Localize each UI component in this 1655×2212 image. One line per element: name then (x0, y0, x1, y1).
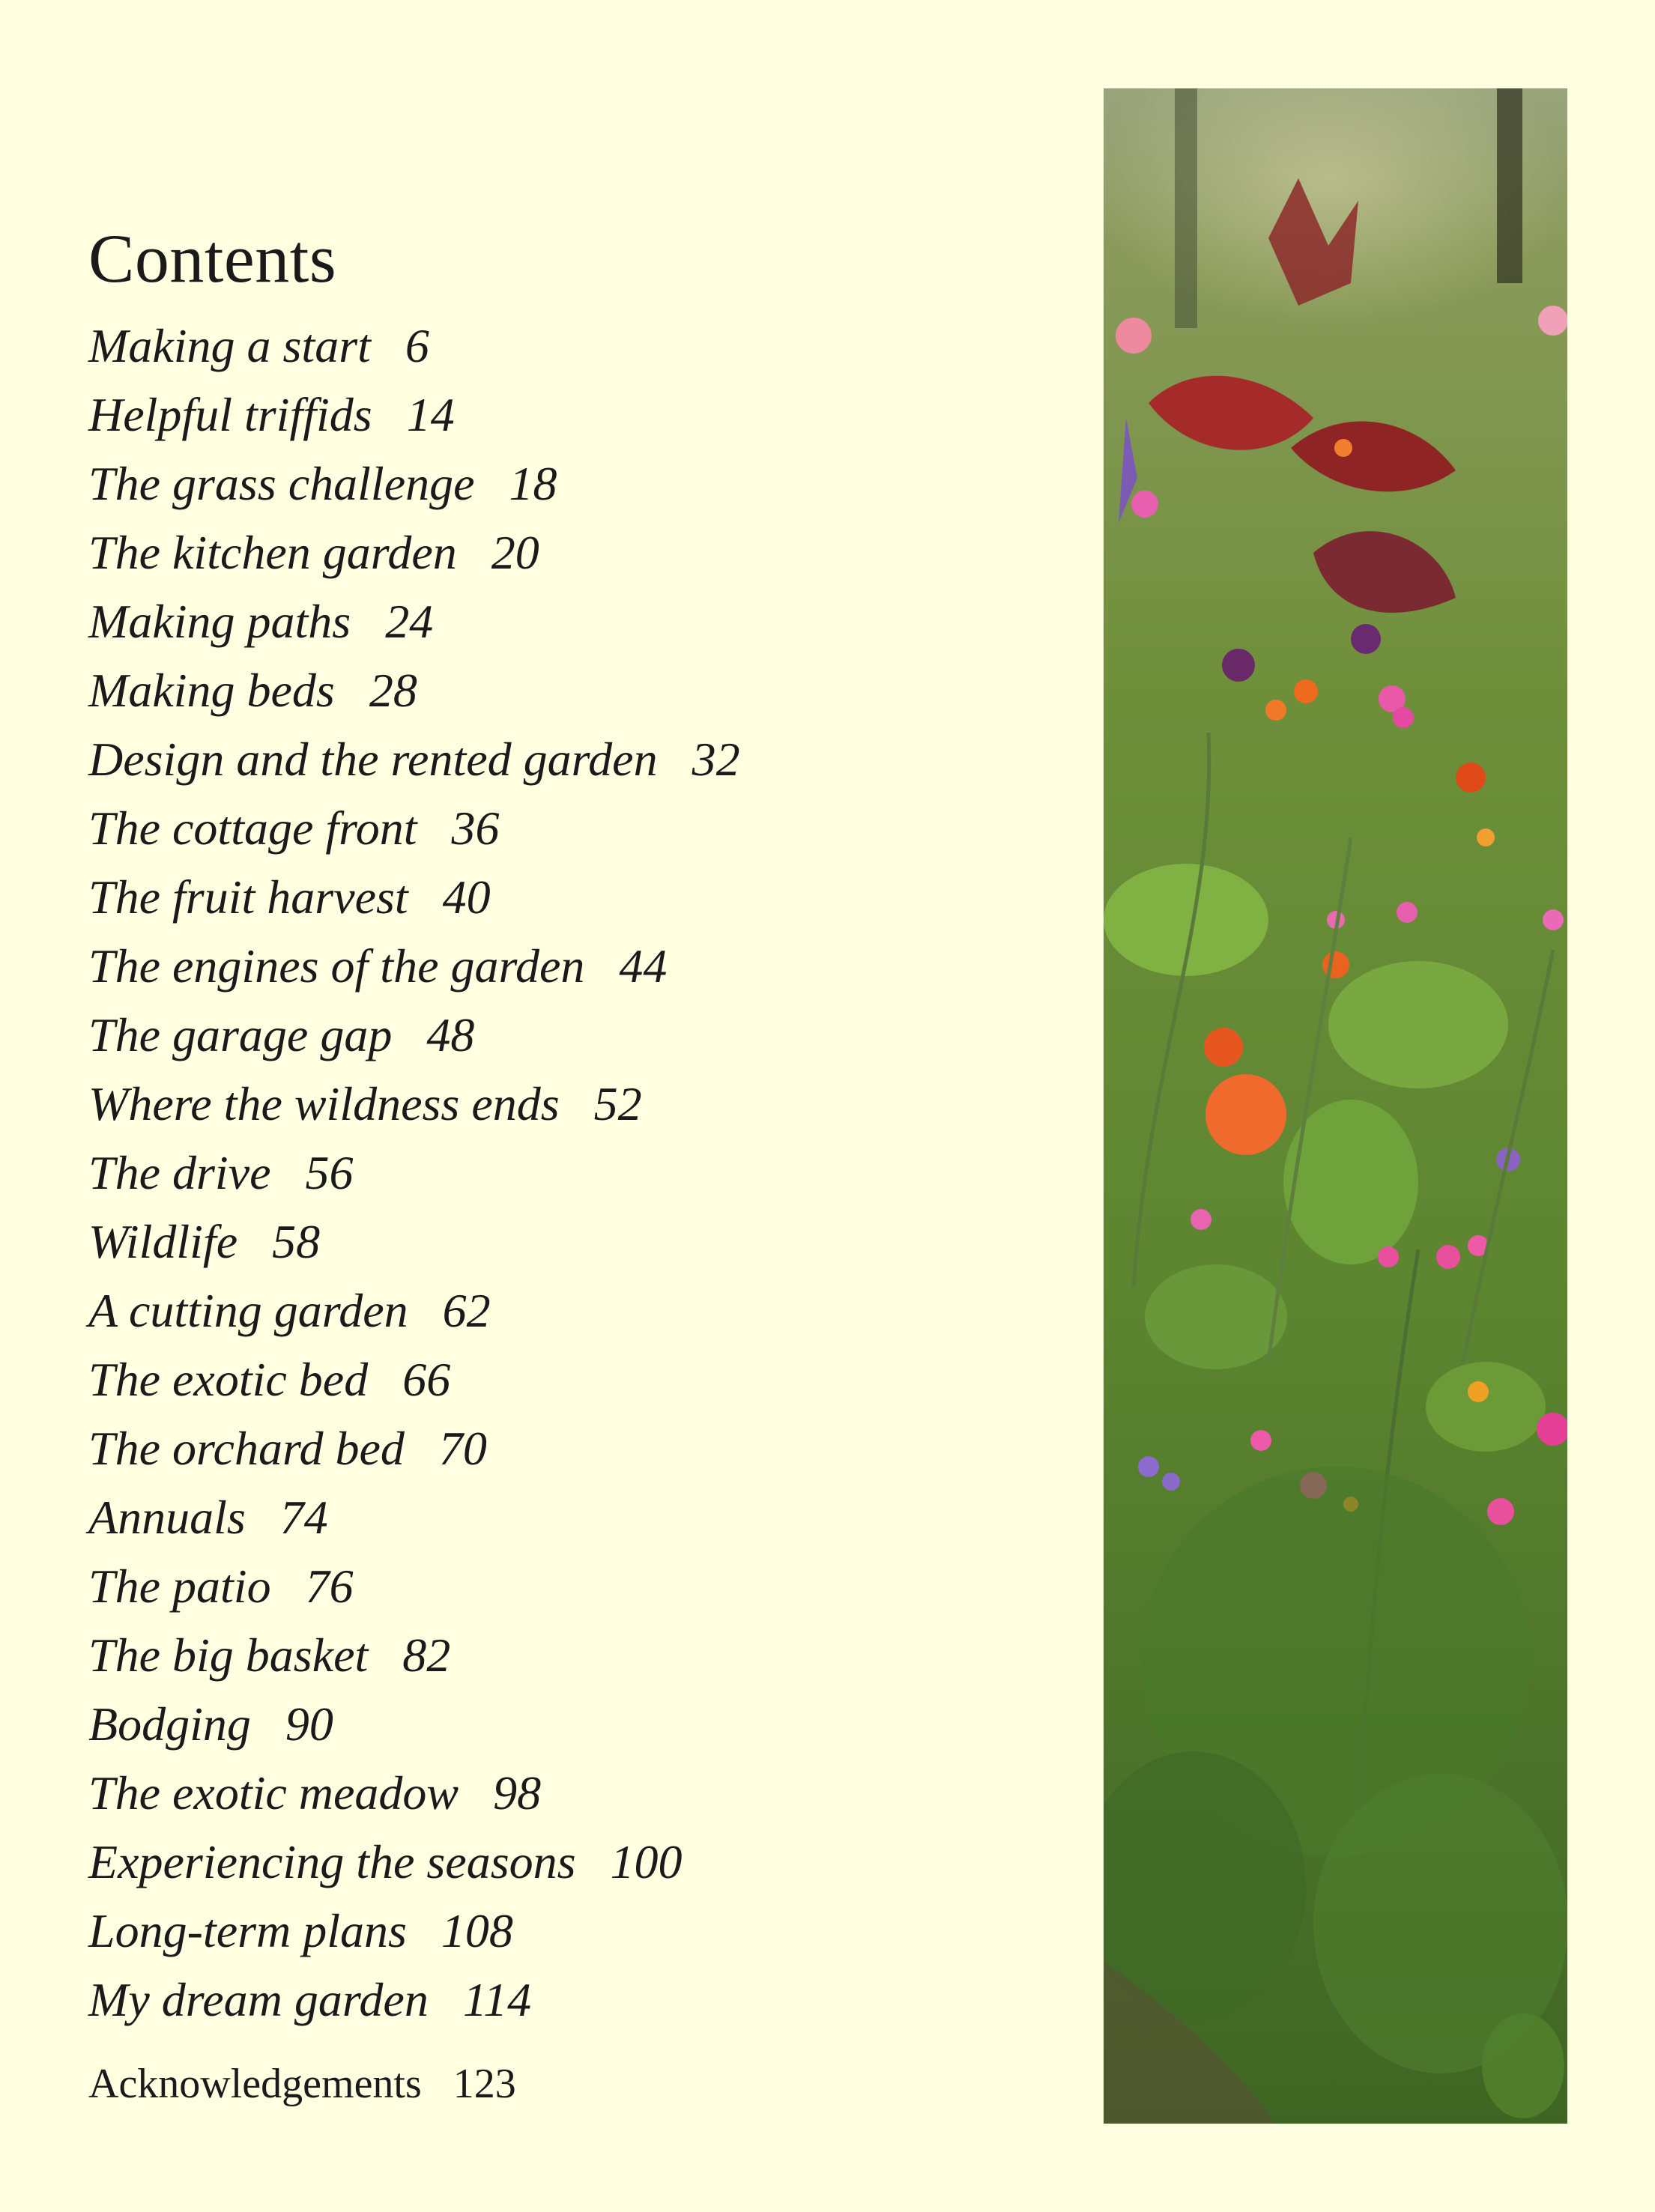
toc-entry (88, 381, 1062, 449)
toc-entry-page: 40 (442, 870, 491, 924)
toc-entry (88, 932, 1062, 1001)
toc-entry-title: The fruit harvest (88, 870, 408, 924)
contents-heading: Contents (88, 220, 337, 297)
toc-entry-title: Where the wildness ends (88, 1077, 560, 1130)
acknowledgements-page: 123 (453, 2061, 516, 2107)
toc-entry-title: The cottage front (88, 802, 417, 855)
toc-entry-title: Bodging (88, 1697, 251, 1751)
toc-entry-page: 28 (369, 664, 417, 717)
toc-entry-title: The exotic bed (88, 1353, 369, 1406)
toc-entry-title: The orchard bed (88, 1422, 405, 1475)
toc-entry (88, 1001, 1062, 1070)
toc-entry (88, 1966, 1062, 2034)
toc-entry-title: Wildlife (88, 1215, 238, 1268)
toc-entry-title: Making paths (88, 595, 351, 648)
toc-entry-page: 18 (509, 457, 557, 510)
toc-entry (88, 1828, 1062, 1897)
toc-entry-page: 32 (692, 733, 740, 786)
acknowledgements-title: Acknowledgements (88, 2061, 422, 2107)
toc-entry-page: 6 (405, 319, 429, 372)
toc-entry-title: The engines of the garden (88, 939, 585, 993)
toc-entry-title: Making beds (88, 664, 335, 717)
toc-entry (88, 1414, 1062, 1483)
garden-photo (1104, 88, 1567, 2124)
toc-entry-page: 66 (402, 1353, 451, 1406)
toc-entry (88, 1139, 1062, 1207)
toc-entry-title: The exotic meadow (88, 1766, 459, 1819)
toc-entry-title: Helpful triffids (88, 388, 372, 441)
toc-entry-page: 74 (279, 1491, 328, 1544)
toc-entry (88, 1070, 1062, 1139)
toc-entry-title: Experiencing the seasons (88, 1835, 576, 1888)
toc-entry (88, 1690, 1062, 1759)
toc-entry-title: My dream garden (88, 1973, 429, 2026)
toc-entry-title: The drive (88, 1146, 271, 1199)
toc-entry (88, 518, 1062, 587)
toc-entry (88, 449, 1062, 518)
toc-entry-title: A cutting garden (88, 1284, 408, 1337)
toc-entry (88, 1207, 1062, 1276)
toc-entry (88, 863, 1062, 932)
toc-entry-page: 70 (438, 1422, 487, 1475)
toc-entry (88, 1552, 1062, 1621)
toc-entry-title: The big basket (88, 1628, 369, 1682)
toc-list (88, 312, 1062, 2034)
toc-entry-title: Design and the rented garden (88, 733, 658, 786)
toc-entry (88, 656, 1062, 725)
toc-entry-page: 100 (610, 1835, 683, 1888)
toc-entry-page: 48 (426, 1008, 475, 1061)
toc-entry-title: The garage gap (88, 1008, 393, 1061)
toc-entry-title: Annuals (88, 1491, 246, 1544)
toc-entry (88, 1276, 1062, 1345)
toc-entry-title: Making a start (88, 319, 371, 372)
toc-entry-title: The kitchen garden (88, 526, 457, 579)
toc-entry (88, 312, 1062, 381)
contents-section (88, 217, 1062, 2114)
toc-entry-page: 20 (491, 526, 539, 579)
toc-entry-title: The grass challenge (88, 457, 475, 510)
toc-entry-title: Long-term plans (88, 1904, 407, 1957)
toc-entry-page: 14 (406, 388, 455, 441)
toc-entry-page: 36 (451, 802, 500, 855)
toc-entry-page: 62 (442, 1284, 491, 1337)
toc-entry-page: 76 (305, 1560, 354, 1613)
toc-entry-page: 114 (462, 1973, 532, 2026)
toc-entry (88, 1345, 1062, 1414)
toc-entry (88, 587, 1062, 656)
toc-entry-page: 44 (619, 939, 668, 993)
toc-entry-page: 90 (285, 1697, 333, 1751)
toc-entry-page: 108 (441, 1904, 513, 1957)
toc-entry (88, 1759, 1062, 1828)
toc-entry-title: The patio (88, 1560, 271, 1613)
toc-entry-page: 98 (493, 1766, 542, 1819)
toc-entry-page: 56 (305, 1146, 354, 1199)
toc-entry (88, 794, 1062, 863)
toc-entry (88, 1621, 1062, 1690)
toc-entry-page: 24 (385, 595, 434, 648)
toc-entry (88, 725, 1062, 794)
flower-border-illustration (1104, 88, 1567, 2124)
toc-entry (88, 1483, 1062, 1552)
acknowledgements-entry (88, 2054, 1062, 2114)
toc-entry-page: 58 (272, 1215, 321, 1268)
toc-entry-page: 82 (402, 1628, 451, 1682)
toc-entry-page: 52 (593, 1077, 642, 1130)
toc-entry (88, 1897, 1062, 1966)
